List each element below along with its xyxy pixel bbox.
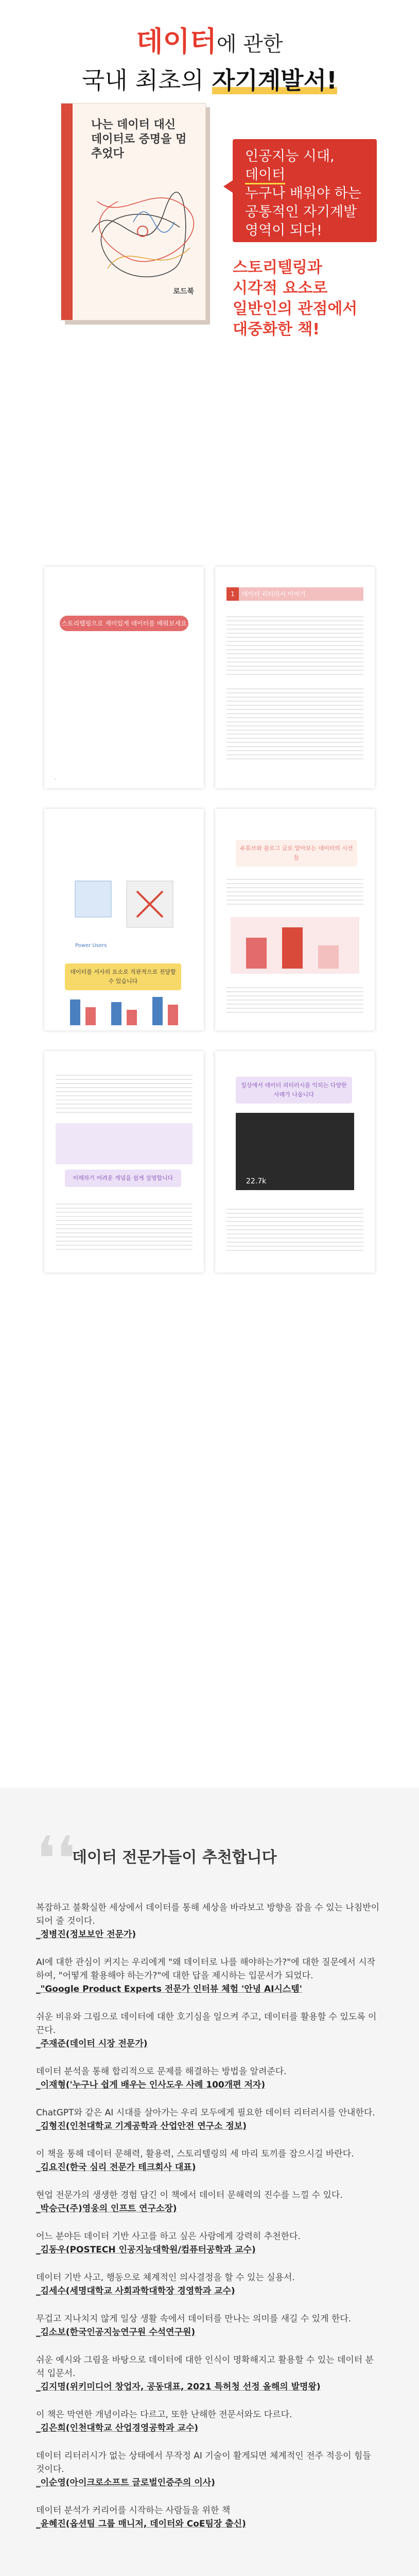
book-cover-title: 나는 데이터 대신 데이터로 증명을 멈추었다 xyxy=(91,118,187,160)
text-block xyxy=(226,876,363,907)
recommendation-item xyxy=(36,2147,381,2174)
recommendations-list xyxy=(36,1901,381,2545)
hero-line2-pre: 국내 최초의 xyxy=(82,66,204,94)
book-brand: 로드북 xyxy=(173,287,194,296)
recommendation-author: _정병진(정보보안 전문가) xyxy=(36,1929,136,1940)
preview-bubble: 유튜브와 블로그 글로 알아보는 데이터의 시선들 xyxy=(236,840,357,867)
recommendation-text: 현업 전문가의 생생한 경험 담긴 이 책에서 데이터 문해력의 진수를 느낄 수 있다. xyxy=(36,2190,343,2200)
power-users-label: Power Users xyxy=(75,943,107,948)
preview-header-bar xyxy=(226,587,363,601)
recommendation-author: _윤혜진(옵션팀 그룹 매니저, 데이터와 CoE팀장 출신) xyxy=(36,2519,246,2529)
recommendation-text: 쉬운 예시와 그림을 바탕으로 데이터에 대한 인식이 명확해지고 활용할 수 있는 데이터 분석 입문서. xyxy=(36,2355,374,2379)
recommendation-author: _"Google Product Experts 전문가 인터뷰 체험 '안녕 AI시스템' xyxy=(36,1984,302,1994)
callout-line-2 xyxy=(245,166,374,184)
callout-tail xyxy=(223,180,233,193)
recommendation-author: _김동우(POSTECH 인공지능대학원/컴퓨터공학과 교수) xyxy=(36,2245,256,2255)
recommendation-author: _주재준(데이터 시장 전문가) xyxy=(36,2039,148,2049)
recommendation-author: _박승근(주)영웅의 인프트 연구소장) xyxy=(36,2204,177,2214)
hero-mid-word: 에 관한 xyxy=(216,32,283,56)
recommendation-text: AI에 대한 관심이 커지는 우리에게 "왜 데이터로 나를 해야하는가?"에 대한 질문에서 시작하여, "어떻게 활용해야 하는가?"에 대한 답을 제시하는 입문서가 되었다. xyxy=(36,1957,376,1981)
page-number: - xyxy=(55,777,57,782)
recommendation-author: _김은희(인천대학교 산업경영공학과 교수) xyxy=(36,2423,199,2433)
recommendation-text: 데이터 분석을 통해 합리적으로 문제를 해결하는 방법을 알려준다. xyxy=(36,2066,287,2077)
recommendation-item xyxy=(36,2353,381,2394)
recommendation-author: _김소보(한국인공지능연구원 수석연구원) xyxy=(36,2327,196,2337)
preview-box-purple: 일상에서 데이터 리터러시를 익히는 다양한 사례가 나옵니다 xyxy=(236,1077,352,1104)
hero-red-word: 데이터 xyxy=(136,25,217,58)
recommendation-text: 어느 분야든 데이터 기반 사고를 하고 싶은 사람에게 강력히 추천한다. xyxy=(36,2231,301,2242)
text-block xyxy=(226,613,363,675)
hero-line2-bold: 자기계발서! xyxy=(212,66,337,94)
callout-secondary xyxy=(233,258,387,340)
callout-line-3: 누구나 배워야 하는 xyxy=(245,185,361,201)
hero-headline-1 xyxy=(0,20,419,59)
recommendation-author: _김요진(한국 심리 전문가 테크회사 대표) xyxy=(36,2162,196,2173)
quote-mark-icon: ❛❛ xyxy=(36,1824,76,1895)
preview-page-1 xyxy=(44,567,204,788)
preview-header-text: 데이터 리터러시 이야기 xyxy=(242,590,306,598)
text-block xyxy=(226,1206,363,1252)
recommendation-text: 데이터 리터러시가 없는 상태에서 무작정 AI 기술이 활게되면 체계적인 전주 적응이 힘들 것이다. xyxy=(36,2451,371,2475)
text-block xyxy=(226,984,363,1015)
preview-page-2 xyxy=(215,567,375,788)
recommendation-item xyxy=(36,2106,381,2133)
mini-chart-pink xyxy=(231,917,359,974)
recommendation-text: 데이터 분석가 커리어를 시작하는 사람들을 위한 책 xyxy=(36,2505,231,2516)
callout-line-1: 인공지능 시대, xyxy=(245,148,335,164)
view-count: 22.7k xyxy=(246,1177,267,1185)
recommendation-item xyxy=(36,2504,381,2531)
callout2-line-4: 대중화한 책! xyxy=(233,320,320,338)
callout2-line-2: 시각적 요소로 xyxy=(233,279,328,297)
callout-data-word: 데이터 xyxy=(245,167,285,184)
mini-bar-chart xyxy=(65,994,183,1025)
recommendation-text: 쉬운 비유와 그림으로 데이터에 대한 호기심을 일으켜 주고, 데이터를 활용할 수 있도록 이끈다. xyxy=(36,2012,377,2036)
preview-page-4 xyxy=(215,809,375,1030)
preview-page-3 xyxy=(44,809,204,1030)
recommendation-item xyxy=(36,2189,381,2215)
recommendations-title: 데이터 전문가들이 추천합니다 xyxy=(72,1849,277,1867)
recommendation-item xyxy=(36,2271,381,2298)
text-block xyxy=(56,1072,193,1113)
recommendation-author: _김형진(인천대학교 기계공학과 산업안전 연구소 정보) xyxy=(36,2121,247,2131)
recommendation-item xyxy=(36,1956,381,1996)
book-scribble-illustration xyxy=(82,171,200,289)
recommendation-item xyxy=(36,2010,381,2050)
recommendation-item xyxy=(36,1901,381,1941)
hero-headline-2 xyxy=(0,62,419,96)
recommendation-text: 이 책은 막연한 개념이라는 다르고, 또한 난해한 전문서와도 다르다. xyxy=(36,2410,292,2420)
text-block xyxy=(226,685,363,762)
recommendation-author: _김세수(세명대학교 사회과학대학장 경영학과 교수) xyxy=(36,2286,235,2296)
recommendation-author: _이재형('누구나 쉽게 배우는 인사도우 사례 100개편 저자) xyxy=(36,2080,266,2090)
recommendation-item xyxy=(36,2230,381,2257)
recommendation-item xyxy=(36,2065,381,2092)
preview-pill-1: 스토리텔링으로 재미있게 데이터를 배워보세요 xyxy=(60,616,188,631)
callout2-line-1: 스토리텔링과 xyxy=(233,259,322,277)
text-block xyxy=(56,1200,193,1252)
section-number-badge: 1 xyxy=(226,587,239,601)
book-cover xyxy=(61,103,206,320)
callout-line-5: 영역이 되다! xyxy=(245,223,322,239)
preview-note-yellow: 데이터를 서사의 요소로 직관적으로 전달할 수 있습니다 xyxy=(65,963,181,990)
callout-red-box xyxy=(233,139,377,242)
recommendation-text: 데이터 기반 사고, 행동으로 체계적인 의사결정을 할 수 있는 실용서. xyxy=(36,2273,295,2283)
recommendation-item xyxy=(36,2312,381,2339)
illustration-users xyxy=(65,871,188,938)
callout2-line-3: 일반인의 관점에서 xyxy=(233,300,358,318)
recommendation-text: ChatGPT와 같은 AI 시대를 살아가는 우리 모두에게 필요한 데이터 리터러시를 안내한다. xyxy=(36,2108,375,2118)
preview-page-6 xyxy=(215,1051,375,1273)
recommendation-text: 복잡하고 불확실한 세상에서 데이터를 통해 세상을 바라보고 방향을 잡을 수 있는 나침반이 되어 줄 것이다. xyxy=(36,1903,380,1926)
recommendation-item xyxy=(36,2408,381,2435)
preview-note-purple: 이해하기 어려운 개념을 쉽게 설명합니다 xyxy=(65,1170,181,1187)
recommendation-author: _김지명(위키미디어 창업자, 공동대표, 2021 특허청 선정 올해의 발명왕) xyxy=(36,2382,321,2392)
preview-page-5 xyxy=(44,1051,204,1273)
recommendation-text: 이 책을 통해 데이터 문해력, 활용력, 스토리텔링의 세 마리 토끼를 잡으시길 바란다. xyxy=(36,2149,354,2159)
recommendation-author: _이순영(아이크로소프트 글로벌인증주의 이사) xyxy=(36,2478,215,2488)
recommendation-text: 무겁고 지나치지 않게 일상 생활 속에서 데이터를 만나는 의미를 새길 수 있게 한다. xyxy=(36,2314,352,2324)
purple-panel xyxy=(56,1123,193,1164)
callout-line-4: 공통적인 자기계발 xyxy=(245,204,357,220)
recommendation-item xyxy=(36,2449,381,2489)
hero-section xyxy=(0,0,419,520)
book-spine xyxy=(61,104,73,320)
